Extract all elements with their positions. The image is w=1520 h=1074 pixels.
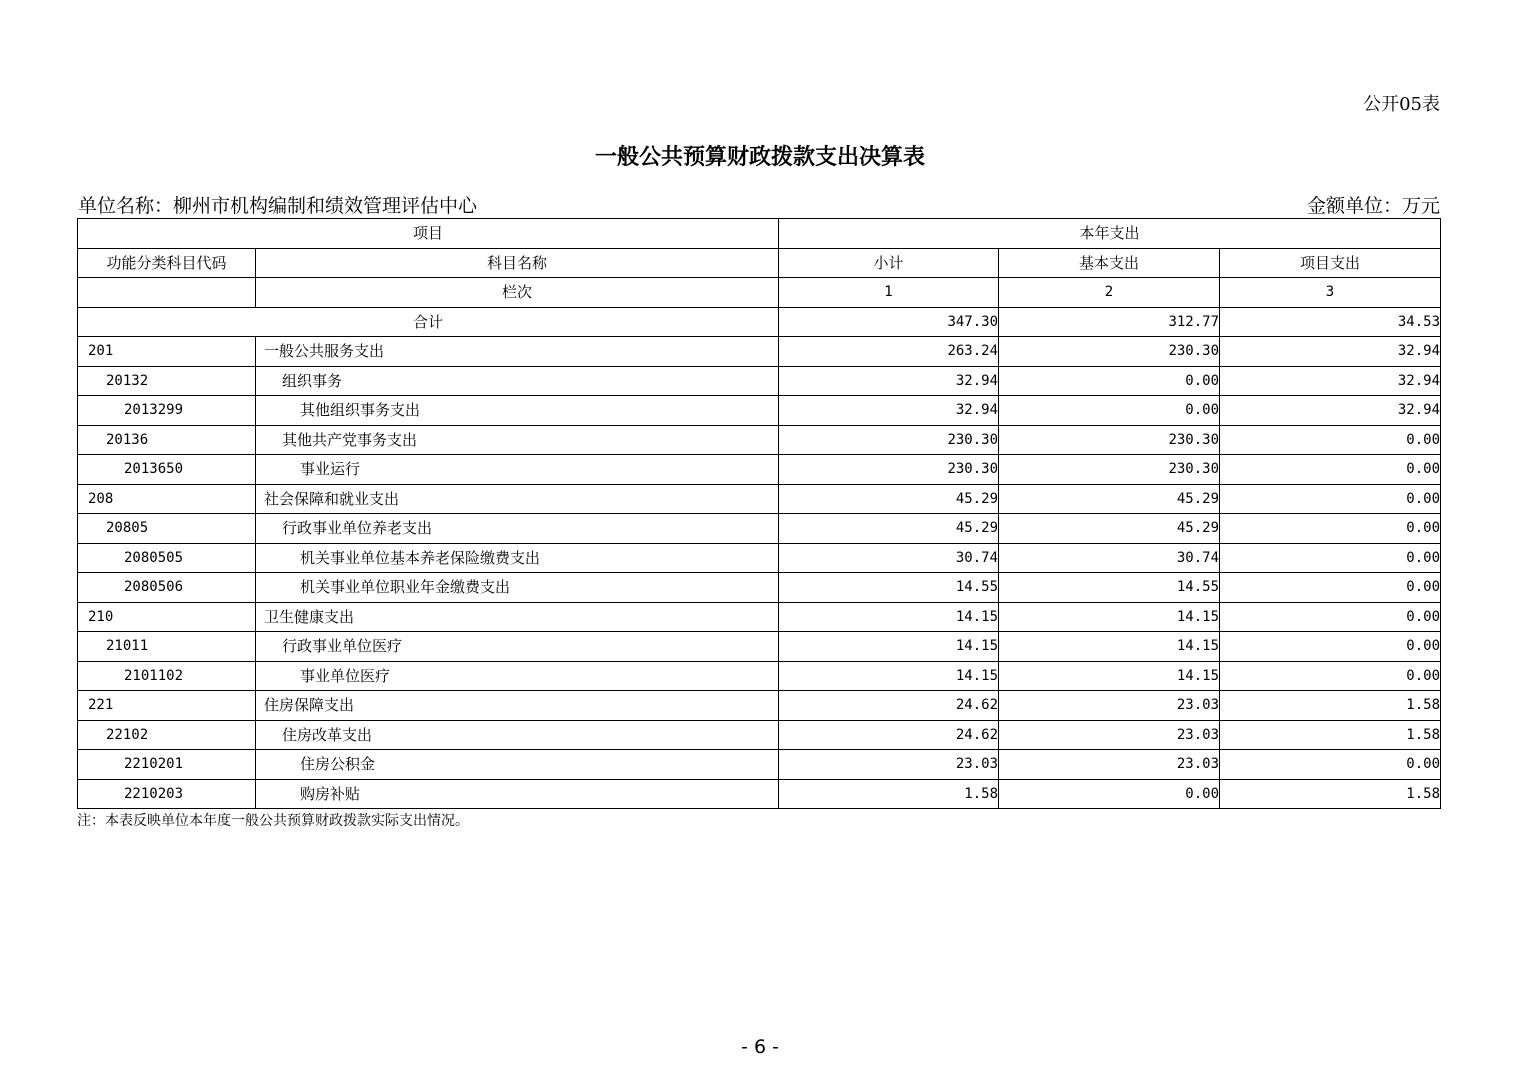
row-code: 201 <box>78 337 256 367</box>
row-basic: 45.29 <box>999 514 1220 544</box>
seq-2: 2 <box>999 278 1220 308</box>
table-row <box>78 396 1441 426</box>
total-basic: 312.77 <box>999 307 1220 337</box>
table-row <box>78 337 1441 367</box>
table-row <box>78 632 1441 662</box>
row-basic: 23.03 <box>999 691 1220 721</box>
header-project: 项目支出 <box>1220 248 1441 278</box>
row-name: 社会保障和就业支出 <box>256 484 779 514</box>
row-project: 0.00 <box>1220 750 1441 780</box>
row-name: 一般公共服务支出 <box>256 337 779 367</box>
row-code: 2080506 <box>78 573 256 603</box>
row-basic: 14.55 <box>999 573 1220 603</box>
table-row <box>78 779 1441 809</box>
seq-label: 栏次 <box>256 278 779 308</box>
table-row <box>78 691 1441 721</box>
header-row-seq <box>78 278 1441 308</box>
row-name: 住房公积金 <box>256 750 779 780</box>
row-code: 2210203 <box>78 779 256 809</box>
row-code: 221 <box>78 691 256 721</box>
page-number: - 6 - <box>741 1036 779 1058</box>
row-code: 2210201 <box>78 750 256 780</box>
row-name: 机关事业单位职业年金缴费支出 <box>256 573 779 603</box>
table-row <box>78 455 1441 485</box>
row-project: 0.00 <box>1220 425 1441 455</box>
header-basic: 基本支出 <box>999 248 1220 278</box>
row-code: 20136 <box>78 425 256 455</box>
row-project: 0.00 <box>1220 661 1441 691</box>
header-subtotal: 小计 <box>779 248 999 278</box>
row-basic: 30.74 <box>999 543 1220 573</box>
header-row-columns <box>78 248 1441 278</box>
row-project: 32.94 <box>1220 337 1441 367</box>
row-project: 1.58 <box>1220 779 1441 809</box>
row-subtotal: 14.15 <box>779 661 999 691</box>
row-name: 其他共产党事务支出 <box>256 425 779 455</box>
seq-1: 1 <box>779 278 999 308</box>
row-project: 0.00 <box>1220 484 1441 514</box>
row-project: 0.00 <box>1220 543 1441 573</box>
row-subtotal: 263.24 <box>779 337 999 367</box>
row-basic: 14.15 <box>999 661 1220 691</box>
row-subtotal: 23.03 <box>779 750 999 780</box>
row-name: 事业单位医疗 <box>256 661 779 691</box>
row-subtotal: 14.15 <box>779 602 999 632</box>
row-code: 210 <box>78 602 256 632</box>
row-basic: 230.30 <box>999 425 1220 455</box>
header-code: 功能分类科目代码 <box>78 248 256 278</box>
row-subtotal: 32.94 <box>779 396 999 426</box>
table-row <box>78 661 1441 691</box>
table-row <box>78 366 1441 396</box>
row-code: 20805 <box>78 514 256 544</box>
row-name: 行政事业单位养老支出 <box>256 514 779 544</box>
row-name: 行政事业单位医疗 <box>256 632 779 662</box>
total-label: 合计 <box>78 307 779 337</box>
header-row-group <box>78 219 1441 249</box>
row-subtotal: 30.74 <box>779 543 999 573</box>
row-subtotal: 45.29 <box>779 484 999 514</box>
row-name: 组织事务 <box>256 366 779 396</box>
row-name: 其他组织事务支出 <box>256 396 779 426</box>
row-code: 208 <box>78 484 256 514</box>
row-basic: 0.00 <box>999 396 1220 426</box>
page-title: 一般公共预算财政拨款支出决算表 <box>594 144 925 170</box>
row-basic: 14.15 <box>999 632 1220 662</box>
row-name: 机关事业单位基本养老保险缴费支出 <box>256 543 779 573</box>
unit-name: 单位名称：柳州市机构编制和绩效管理评估中心 <box>78 195 478 217</box>
total-subtotal: 347.30 <box>779 307 999 337</box>
row-project: 0.00 <box>1220 573 1441 603</box>
row-project: 0.00 <box>1220 455 1441 485</box>
total-row <box>78 307 1441 337</box>
row-basic: 230.30 <box>999 455 1220 485</box>
header-name: 科目名称 <box>256 248 779 278</box>
table-row <box>78 720 1441 750</box>
seq-3: 3 <box>1220 278 1441 308</box>
row-subtotal: 1.58 <box>779 779 999 809</box>
row-subtotal: 14.55 <box>779 573 999 603</box>
row-name: 卫生健康支出 <box>256 602 779 632</box>
row-subtotal: 14.15 <box>779 632 999 662</box>
row-basic: 23.03 <box>999 720 1220 750</box>
row-subtotal: 24.62 <box>779 720 999 750</box>
row-project: 32.94 <box>1220 396 1441 426</box>
row-name: 购房补贴 <box>256 779 779 809</box>
row-code: 2101102 <box>78 661 256 691</box>
row-code: 20132 <box>78 366 256 396</box>
row-basic: 230.30 <box>999 337 1220 367</box>
form-number: 公开05表 <box>1363 94 1440 115</box>
row-name: 事业运行 <box>256 455 779 485</box>
row-basic: 23.03 <box>999 750 1220 780</box>
table-row <box>78 602 1441 632</box>
row-project: 0.00 <box>1220 514 1441 544</box>
row-subtotal: 230.30 <box>779 455 999 485</box>
seq-blank <box>78 278 256 308</box>
row-subtotal: 45.29 <box>779 514 999 544</box>
table-row <box>78 484 1441 514</box>
row-code: 2080505 <box>78 543 256 573</box>
row-basic: 45.29 <box>999 484 1220 514</box>
row-code: 21011 <box>78 632 256 662</box>
total-project: 34.53 <box>1220 307 1441 337</box>
table-note: 注：本表反映单位本年度一般公共预算财政拨款实际支出情况。 <box>77 813 469 829</box>
row-project: 0.00 <box>1220 632 1441 662</box>
row-subtotal: 230.30 <box>779 425 999 455</box>
row-code: 2013650 <box>78 455 256 485</box>
row-code: 22102 <box>78 720 256 750</box>
header-item: 项目 <box>78 219 779 249</box>
table-row <box>78 425 1441 455</box>
row-name: 住房保障支出 <box>256 691 779 721</box>
row-project: 1.58 <box>1220 691 1441 721</box>
table-row <box>78 573 1441 603</box>
row-name: 住房改革支出 <box>256 720 779 750</box>
amount-unit: 金额单位：万元 <box>1306 195 1440 217</box>
row-project: 0.00 <box>1220 602 1441 632</box>
row-basic: 0.00 <box>999 366 1220 396</box>
row-code: 2013299 <box>78 396 256 426</box>
row-subtotal: 24.62 <box>779 691 999 721</box>
table-row <box>78 750 1441 780</box>
row-project: 32.94 <box>1220 366 1441 396</box>
row-basic: 0.00 <box>999 779 1220 809</box>
row-basic: 14.15 <box>999 602 1220 632</box>
expenditure-table <box>77 218 1441 809</box>
header-current-year: 本年支出 <box>779 219 1441 249</box>
row-subtotal: 32.94 <box>779 366 999 396</box>
table-row <box>78 543 1441 573</box>
table-row <box>78 514 1441 544</box>
row-project: 1.58 <box>1220 720 1441 750</box>
